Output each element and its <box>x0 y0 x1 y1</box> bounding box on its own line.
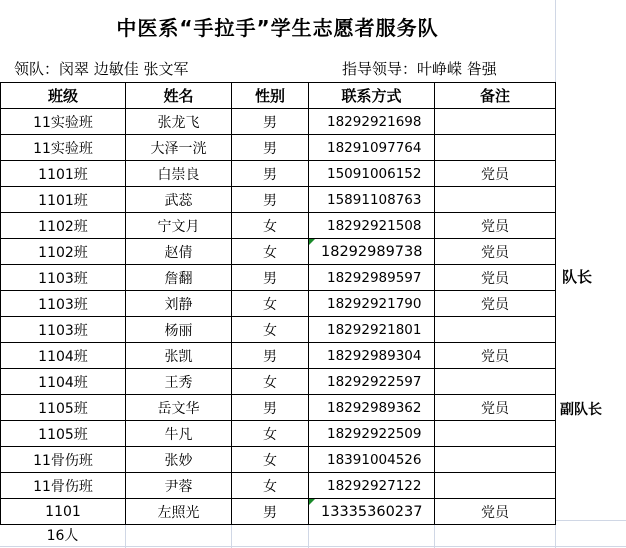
table-row <box>1 109 556 135</box>
name-cell[interactable]: 尹蓉 <box>126 473 232 499</box>
gender-cell[interactable]: 女 <box>232 213 309 239</box>
name-cell[interactable]: 王秀 <box>126 369 232 395</box>
name-cell[interactable]: 左照光 <box>126 499 232 525</box>
phone-cell[interactable] <box>309 239 435 265</box>
phone-cell[interactable]: 18292989304 <box>309 343 435 369</box>
header-row <box>1 83 556 109</box>
name-cell[interactable]: 张凯 <box>126 343 232 369</box>
note-cell[interactable]: 党员 <box>435 213 556 239</box>
gender-cell[interactable]: 男 <box>232 343 309 369</box>
name-cell[interactable]: 宁文月 <box>126 213 232 239</box>
note-cell[interactable] <box>435 447 556 473</box>
gender-cell[interactable]: 男 <box>232 135 309 161</box>
class-cell[interactable]: 1101班 <box>1 187 126 213</box>
leaders-row[interactable] <box>0 57 555 82</box>
phone-cell[interactable]: 18292922509 <box>309 421 435 447</box>
table-row <box>1 421 556 447</box>
class-cell[interactable]: 1102班 <box>1 239 126 265</box>
gender-cell[interactable]: 女 <box>232 421 309 447</box>
phone-cell[interactable]: 18292922597 <box>309 369 435 395</box>
name-cell[interactable]: 刘静 <box>126 291 232 317</box>
header-gender[interactable]: 性别 <box>232 83 309 109</box>
gender-cell[interactable]: 男 <box>232 187 309 213</box>
table-row <box>1 473 556 499</box>
table-row <box>1 161 556 187</box>
phone-cell[interactable]: 18292921801 <box>309 317 435 343</box>
class-cell[interactable]: 1101班 <box>1 161 126 187</box>
vice-captain-label[interactable]: 副队长 <box>560 402 602 418</box>
phone-cell[interactable]: 15891108763 <box>309 187 435 213</box>
phone-cell[interactable]: 18292921790 <box>309 291 435 317</box>
note-cell[interactable]: 党员 <box>435 343 556 369</box>
phone-cell[interactable]: 18291097764 <box>309 135 435 161</box>
note-cell[interactable]: 党员 <box>435 499 556 525</box>
name-cell[interactable]: 杨丽 <box>126 317 232 343</box>
gender-cell[interactable]: 男 <box>232 499 309 525</box>
volunteer-table <box>0 82 556 525</box>
class-cell[interactable]: 1105班 <box>1 421 126 447</box>
table-row <box>1 239 556 265</box>
header-class[interactable]: 班级 <box>1 83 126 109</box>
note-cell[interactable] <box>435 187 556 213</box>
phone-cell[interactable]: 18292921508 <box>309 213 435 239</box>
name-cell[interactable]: 詹翻 <box>126 265 232 291</box>
number-as-text-marker-icon <box>309 239 315 245</box>
phone-cell[interactable]: 18292921698 <box>309 109 435 135</box>
header-note[interactable]: 备注 <box>435 83 556 109</box>
note-cell[interactable] <box>435 421 556 447</box>
class-cell[interactable]: 11实验班 <box>1 109 126 135</box>
class-cell[interactable]: 11骨伤班 <box>1 447 126 473</box>
class-cell[interactable]: 1104班 <box>1 343 126 369</box>
class-cell[interactable]: 1102班 <box>1 213 126 239</box>
class-cell[interactable]: 1103班 <box>1 291 126 317</box>
phone-cell[interactable]: 18292927122 <box>309 473 435 499</box>
header-contact[interactable]: 联系方式 <box>309 83 435 109</box>
table-row <box>1 499 556 525</box>
name-cell[interactable]: 武蕊 <box>126 187 232 213</box>
class-cell[interactable]: 1101 <box>1 499 126 525</box>
phone-cell[interactable]: 18292989597 <box>309 265 435 291</box>
table-row <box>1 135 556 161</box>
note-cell[interactable] <box>435 109 556 135</box>
note-cell[interactable]: 党员 <box>435 161 556 187</box>
table-row <box>1 369 556 395</box>
class-cell[interactable]: 11实验班 <box>1 135 126 161</box>
table-row <box>1 187 556 213</box>
note-cell[interactable]: 党员 <box>435 395 556 421</box>
captain-label[interactable]: 队长 <box>562 268 593 286</box>
name-cell[interactable]: 大泽一洸 <box>126 135 232 161</box>
note-cell[interactable] <box>435 473 556 499</box>
guiding-leaders: 指导领导：叶峥嵘 昝强 <box>342 60 497 78</box>
header-name[interactable]: 姓名 <box>126 83 232 109</box>
name-cell[interactable]: 张龙飞 <box>126 109 232 135</box>
table-row <box>1 395 556 421</box>
gender-cell[interactable]: 女 <box>232 369 309 395</box>
class-cell[interactable]: 1103班 <box>1 317 126 343</box>
phone-cell[interactable]: 18292989362 <box>309 395 435 421</box>
note-cell[interactable] <box>435 135 556 161</box>
sheet-title[interactable]: 中医系“手拉手”学生志愿者服务队 <box>0 0 555 57</box>
note-cell[interactable] <box>435 317 556 343</box>
phone-text: 13335360237 <box>321 503 423 520</box>
gender-cell[interactable]: 女 <box>232 239 309 265</box>
gender-cell[interactable]: 女 <box>232 447 309 473</box>
class-cell[interactable]: 1103班 <box>1 265 126 291</box>
note-cell[interactable]: 党员 <box>435 239 556 265</box>
table-row <box>1 317 556 343</box>
name-cell[interactable]: 赵倩 <box>126 239 232 265</box>
class-cell[interactable]: 1104班 <box>1 369 126 395</box>
gender-cell[interactable]: 女 <box>232 291 309 317</box>
note-cell[interactable] <box>435 369 556 395</box>
phone-cell[interactable]: 15091006152 <box>309 161 435 187</box>
name-cell[interactable]: 牛凡 <box>126 421 232 447</box>
note-cell[interactable]: 党员 <box>435 265 556 291</box>
table-row <box>1 265 556 291</box>
name-cell[interactable]: 岳文华 <box>126 395 232 421</box>
number-as-text-marker-icon <box>309 499 315 505</box>
phone-text: 18292989738 <box>321 243 423 260</box>
member-count[interactable]: 16人 <box>46 528 79 544</box>
note-cell[interactable]: 党员 <box>435 291 556 317</box>
gender-cell[interactable]: 女 <box>232 473 309 499</box>
table-row <box>1 447 556 473</box>
name-cell[interactable]: 张妙 <box>126 447 232 473</box>
phone-cell[interactable]: 18391004526 <box>309 447 435 473</box>
gender-cell[interactable]: 男 <box>232 265 309 291</box>
name-cell[interactable]: 白崇良 <box>126 161 232 187</box>
phone-cell[interactable] <box>309 499 435 525</box>
table-row <box>1 343 556 369</box>
team-leaders: 领队：闵翠 边敏佳 张文军 <box>14 60 189 78</box>
table-row <box>1 213 556 239</box>
gender-cell[interactable]: 男 <box>232 161 309 187</box>
table-row <box>1 291 556 317</box>
class-cell[interactable]: 11骨伤班 <box>1 473 126 499</box>
class-cell[interactable]: 1105班 <box>1 395 126 421</box>
gender-cell[interactable]: 男 <box>232 109 309 135</box>
gender-cell[interactable]: 女 <box>232 317 309 343</box>
gender-cell[interactable]: 男 <box>232 395 309 421</box>
